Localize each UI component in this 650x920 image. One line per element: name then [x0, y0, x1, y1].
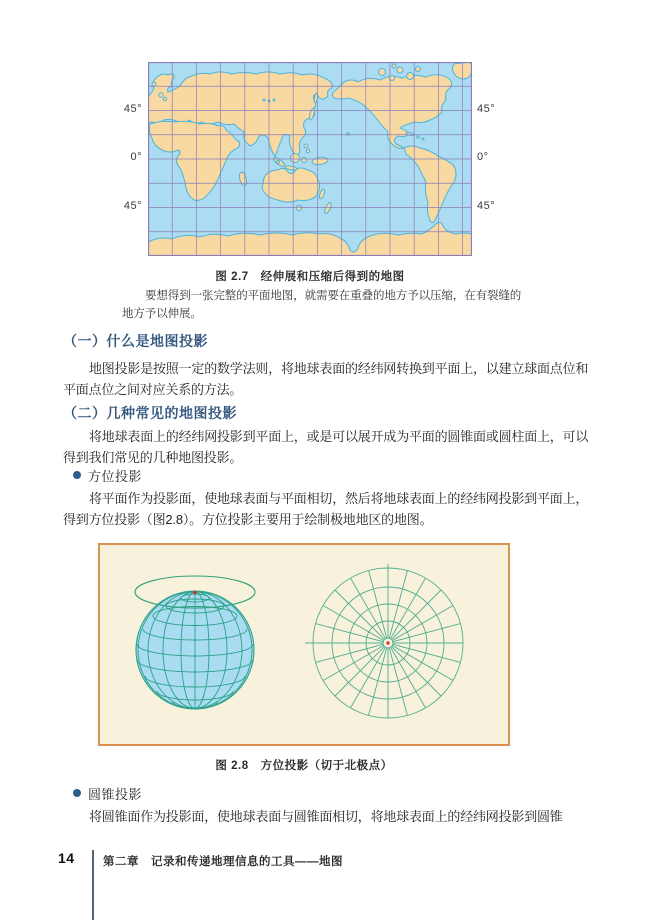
lat-label-0-right: 0° [477, 151, 489, 163]
fig28-caption: 图 2.8 方位投影（切于北极点） [215, 760, 393, 772]
lat-label-45s-right: 45° [477, 200, 496, 212]
lat-label-45n-left: 45° [123, 103, 142, 115]
bullet-dot-icon [73, 471, 81, 479]
paragraph-1 [63, 359, 597, 400]
paragraph-4-line1: 将圆锥面作为投影面，使地球表面与圆锥面相切，将地球表面上的经纬网投影到圆锥 [89, 809, 563, 824]
paragraph-2-line2: 得到我们常见的几种地图投影。 [63, 449, 243, 465]
lat-label-0-left: 0° [130, 151, 142, 163]
bullet-conic-label: 圆锥投影 [88, 786, 143, 802]
fig27-note-line1: 要想得到一张完整的平面地图，就需要在重叠的地方予以压缩，在有裂缝的 [145, 290, 522, 302]
paragraph-1-line1: 地图投影是按照一定的数学法则，将地球表面的经纬网转换到平面上，以建立球面点位和 [89, 361, 589, 376]
heading-what-is-map-projection: （一）什么是地图投影 [63, 333, 208, 349]
fig27-caption-title: 图 2.7 经伸展和压缩后得到的地图 [215, 271, 405, 283]
footer-divider [92, 850, 94, 920]
footer-chapter-title: 第二章 记录和传递地理信息的工具——地图 [103, 856, 343, 868]
lat-label-45s-left: 45° [123, 200, 142, 212]
bullet-dot-icon [73, 789, 81, 797]
north-pole-dot [193, 591, 197, 595]
fig27-note-line2: 地方予以伸展。 [122, 308, 202, 320]
heading-common-map-projections: （二）几种常见的地图投影 [63, 405, 237, 421]
bullet-azimuthal-projection [73, 467, 142, 483]
azimuthal-projection-drawing [98, 543, 510, 746]
paragraph-2-line1: 将地球表面上的经纬网投影到平面上，或是可以展开成为平面的圆锥面或圆柱面上，可以 [89, 429, 589, 444]
page-number: 14 [58, 850, 75, 866]
polar-projection-illustration [305, 564, 463, 718]
paragraph-3-line1: 将平面作为投影面，使地球表面与平面相切，然后将地球表面上的经纬网投影到平面上， [89, 491, 589, 506]
paragraph-3 [63, 489, 597, 530]
bullet-conic-projection [73, 785, 142, 801]
polar-center-dot [386, 641, 389, 644]
lat-label-45n-right: 45° [477, 103, 496, 115]
paragraph-4 [63, 807, 597, 828]
world-map-figure [148, 62, 472, 256]
fig27-caption-note [122, 287, 592, 323]
paragraph-3-line2: 得到方位投影（图2.8）。方位投影主要用于绘制极地地区的地图。 [63, 511, 433, 527]
bullet-azimuthal-label: 方位投影 [88, 468, 143, 484]
azimuthal-projection-figure [98, 543, 510, 746]
globe-illustration [135, 576, 255, 709]
paragraph-1-line2: 平面点位之间对应关系的方法。 [63, 381, 243, 397]
paragraph-2 [63, 427, 597, 468]
